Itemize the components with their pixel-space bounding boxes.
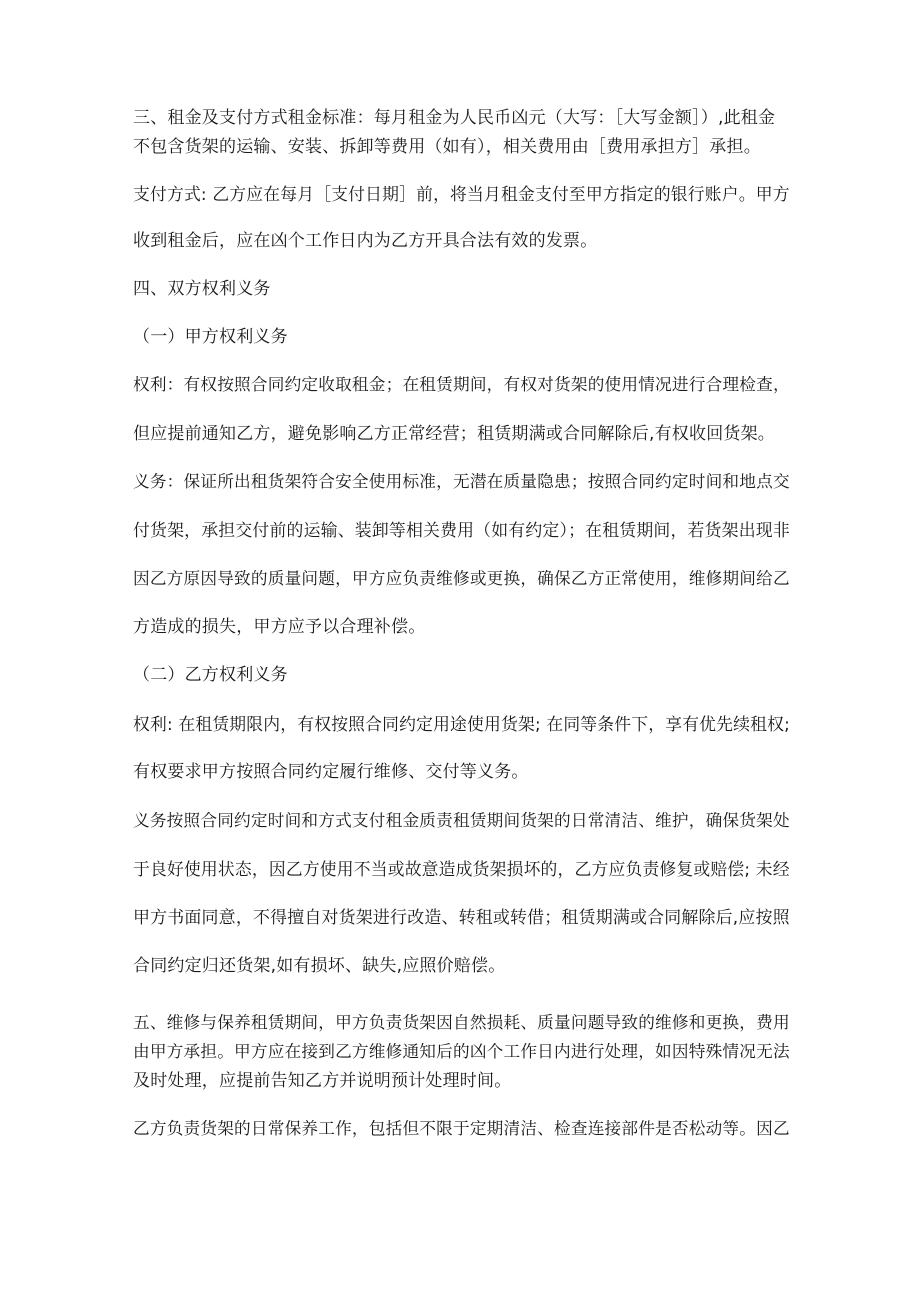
text-line: 合同约定归还货架,如有损坏、缺失,应照价赔偿。 [133,956,506,976]
text-line: 及时处理，应提前告知乙方并说明预计处理时间。 [133,1071,512,1091]
subsection-heading: （一）甲方权利义务 [133,327,288,347]
text-line: 支付方式: 乙方应在每月［支付日期］前，将当月租金支付至甲方指定的银行账户。甲方 [133,184,790,204]
text-line: 于良好使用状态，因乙方使用不当或故意造成货架损坏的，乙方应负责修复或赔偿; 未经 [133,859,790,879]
text-line: 义务：保证所出租货架符合安全使用标准，无潜在质量隐患；按照合同约定时间和地点交 [133,472,790,491]
text-line: 权利：有权按照合同约定收取租金；在租赁期间，有权对货架的使用情况进行合理检查， [133,375,790,394]
text-line: 由甲方承担。甲方应在接到乙方维修通知后的凶个工作日内进行处理，如因特殊情况无法 [133,1042,790,1061]
section-heading: 五、维修与保养租赁期间，甲方负责货架因自然损耗、质量问题导致的维修和更换，费用 [133,1013,790,1032]
section-heading: 四、双方权利义务 [133,279,271,299]
text-line: 收到租金后，应在凶个工作日内为乙方开具合法有效的发票。 [133,231,598,251]
text-line: 甲方书面同意，不得擅自对货架进行改造、转租或转借；租赁期满或合同解除后,应按照 [133,907,790,927]
text-line: 付货架，承担交付前的运输、装卸等相关费用（如有约定）；在租赁期间，若货架出现非 [133,520,790,540]
text-line: 乙方负责货架的日常保养工作，包括但不限于定期清洁、检查连接部件是否松动等。因乙 [133,1119,790,1138]
subsection-heading: （二）乙方权利义务 [133,665,288,685]
text-line: 不包含货架的运输、安装、拆卸等费用（如有），相关费用由［费用承担方］承担。 [133,137,761,157]
text-line: 有权要求甲方按照合同约定履行维修、交付等义务。 [133,762,529,782]
text-line: 因乙方原因导致的质量问题，甲方应负责维修或更换，确保乙方正常使用，维修期间给乙 [133,569,790,588]
text-line: 三、租金及支付方式租金标准：每月租金为人民币凶元（大写：［大写金额］）,此租金 [133,108,776,128]
text-line: 但应提前通知乙方，避免影响乙方正常经营；租赁期满或合同解除后,有权收回货架。 [133,424,776,444]
text-line: 方造成的损失，甲方应予以合理补偿。 [133,617,426,637]
text-line: 义务按照合同约定时间和方式支付租金质责租赁期间货架的日常清洁、维护，确保货架处 [133,811,790,830]
text-line: 权利: 在租赁期限内，有权按照合同约定用途使用货架; 在同等条件下，享有优先续租权; [133,714,790,734]
